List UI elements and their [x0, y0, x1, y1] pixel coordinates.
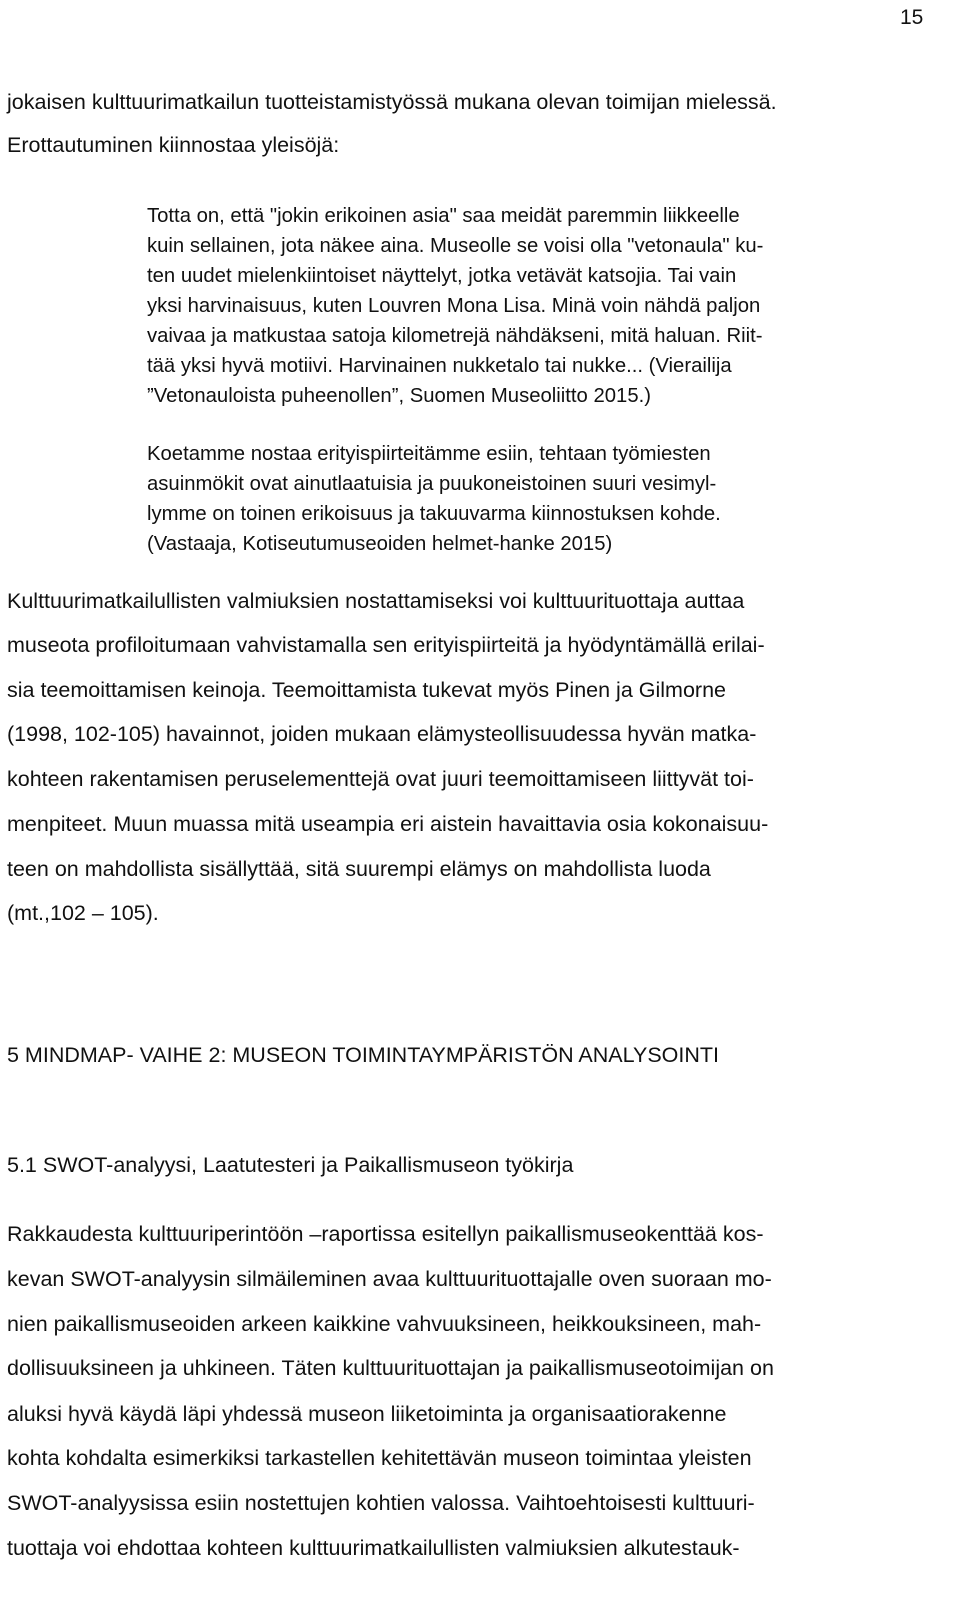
- quote-line: asuinmökit ovat ainutlaatuisia ja puukoneistoinen suuri vesimyl-: [147, 473, 717, 495]
- quote-line: tää yksi hyvä motiivi. Harvinainen nukketalo tai nukke... (Vierailija: [147, 355, 732, 377]
- quote-line: kuin sellainen, jota näkee aina. Museolle se voisi olla "vetonaula" ku-: [147, 235, 764, 257]
- text-line: jokaisen kulttuurimatkailun tuotteistamistyössä mukana olevan toimijan mielessä.: [7, 90, 777, 114]
- text-line: Rakkaudesta kulttuuriperintöön –raportissa esitellyn paikallismuseokenttää kos-: [7, 1222, 764, 1246]
- text-line: Erottautuminen kiinnostaa yleisöjä:: [7, 133, 340, 157]
- quote-line: (Vastaaja, Kotiseutumuseoiden helmet-hanke 2015): [147, 533, 613, 555]
- text-line: (mt.,102 – 105).: [7, 901, 159, 925]
- quote-line: Koetamme nostaa erityispiirteitämme esiin, tehtaan työmiesten: [147, 443, 711, 465]
- page-number: 15: [900, 6, 924, 29]
- text-line: SWOT-analyysissa esiin nostettujen kohtien valossa. Vaihtoehtoisesti kulttuuri-: [7, 1491, 755, 1515]
- text-line: teen on mahdollista sisällyttää, sitä suurempi elämys on mahdollista luoda: [7, 857, 711, 881]
- text-line: kohteen rakentamisen peruselementtejä ovat juuri teemoittamiseen liittyvät toi-: [7, 767, 754, 791]
- text-line: (1998, 102-105) havainnot, joiden mukaan elämysteollisuudessa hyvän matka-: [7, 722, 757, 746]
- text-line: aluksi hyvä käydä läpi yhdessä museon liiketoiminta ja organisaatiorakenne: [7, 1402, 727, 1426]
- text-line: dollisuuksineen ja uhkineen. Täten kulttuurituottajan ja paikallismuseotoimijan on: [7, 1356, 774, 1380]
- section-heading: 5.1 SWOT-analyysi, Laatutesteri ja Paikallismuseon työkirja: [7, 1153, 574, 1177]
- quote-line: Totta on, että "jokin erikoinen asia" saa meidät paremmin liikkeelle: [147, 205, 740, 227]
- text-line: kohta kohdalta esimerkiksi tarkastellen kehitettävän museon toimintaa yleisten: [7, 1446, 752, 1470]
- text-line: menpiteet. Muun muassa mitä useampia eri aistein havaittavia osia kokonaisuu-: [7, 812, 769, 836]
- text-line: Kulttuurimatkailullisten valmiuksien nostattamiseksi voi kulttuurituottaja auttaa: [7, 589, 745, 613]
- quote-line: ten uudet mielenkiintoiset näyttelyt, jotka vetävät katsojia. Tai vain: [147, 265, 737, 287]
- quote-line: vaivaa ja matkustaa satoja kilometrejä nähdäkseni, mitä haluan. Riit-: [147, 325, 763, 347]
- text-line: tuottaja voi ehdottaa kohteen kulttuurimatkailullisten valmiuksien alkutestauk-: [7, 1536, 740, 1560]
- text-line: sia teemoittamisen keinoja. Teemoittamista tukevat myös Pinen ja Gilmorne: [7, 678, 726, 702]
- text-line: museota profiloitumaan vahvistamalla sen erityispiirteitä ja hyödyntämällä erilai-: [7, 633, 765, 657]
- quote-line: lymme on toinen erikoisuus ja takuuvarma kiinnostuksen kohde.: [147, 503, 721, 525]
- quote-line: ”Vetonauloista puheenollen”, Suomen Museoliitto 2015.): [147, 385, 651, 407]
- chapter-heading: 5 MINDMAP- VAIHE 2: MUSEON TOIMINTAYMPÄRISTÖN ANALYSOINTI: [7, 1043, 719, 1067]
- text-line: nien paikallismuseoiden arkeen kaikkine vahvuuksineen, heikkouksineen, mah-: [7, 1312, 762, 1336]
- text-line: kevan SWOT-analyysin silmäileminen avaa kulttuurituottajalle oven suoraan mo-: [7, 1267, 772, 1291]
- quote-line: yksi harvinaisuus, kuten Louvren Mona Lisa. Minä voin nähdä paljon: [147, 295, 761, 317]
